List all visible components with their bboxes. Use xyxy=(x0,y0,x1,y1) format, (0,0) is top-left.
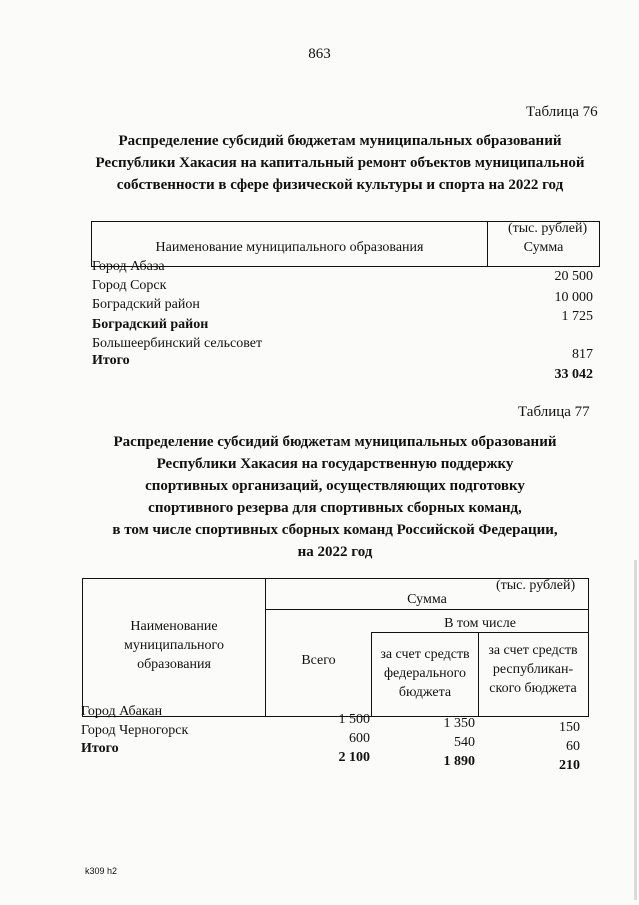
table-cell-total: 2 100 xyxy=(338,750,370,765)
title-line: Республики Хакасия на государственную поддержку xyxy=(156,456,514,472)
table-cell-federal: 1 350 xyxy=(443,716,475,731)
table-77-unit: (тыс. рублей) xyxy=(496,578,576,593)
header-federal: за счет средств федерального бюджета xyxy=(380,647,470,700)
table-cell-republic: 60 xyxy=(566,739,580,754)
table-77-header xyxy=(82,578,589,717)
table-cell-federal: 1 890 xyxy=(443,754,475,769)
title-line: спортивного резерва для спортивных сборных команд, xyxy=(148,500,522,516)
table-row-name: Город Черногорск xyxy=(81,723,189,738)
page-number: 863 xyxy=(308,46,331,62)
table-row-value: 1 725 xyxy=(561,309,593,324)
table-row-name: Город Абаза xyxy=(92,259,165,274)
table-row-value: 817 xyxy=(572,347,593,362)
scan-edge-artifact xyxy=(634,560,637,900)
header-including: В том числе xyxy=(444,616,516,631)
title-line: в том числе спортивных сборных команд Российской Федерации, xyxy=(112,522,558,538)
table-cell-federal: 540 xyxy=(454,735,475,750)
table-row-name: Итого xyxy=(92,353,130,368)
table-76-label: Таблица 76 xyxy=(526,104,598,120)
divider xyxy=(266,609,588,610)
table-77-title xyxy=(40,431,630,563)
table-row-name: Боградский район xyxy=(92,297,200,312)
header-sum: Сумма xyxy=(523,240,564,255)
header-name: Наименование муниципального образования xyxy=(155,240,424,255)
table-row-name: Боградский район xyxy=(92,317,209,332)
table-cell-republic: 150 xyxy=(559,720,580,735)
title-line: спортивных организаций, осуществляющих подготовку xyxy=(145,478,525,494)
title-line: собственности в сфере физической культуры и спорта на 2022 год xyxy=(116,177,564,193)
table-76-unit: (тыс. рублей) xyxy=(508,221,588,236)
table-row-name: Город Абакан xyxy=(81,704,163,719)
table-76-header xyxy=(91,221,600,267)
title-line: на 2022 год xyxy=(297,544,373,560)
title-line: Республики Хакасия на капитальный ремонт объектов муниципальной xyxy=(95,155,585,171)
title-line: Распределение субсидий бюджетам муниципальных образований xyxy=(118,133,562,149)
title-line: Распределение субсидий бюджетам муниципальных образований xyxy=(113,434,557,450)
table-cell-total: 600 xyxy=(349,731,370,746)
table-row-value: 20 500 xyxy=(554,269,593,284)
table-total-value: 33 042 xyxy=(554,367,593,382)
header-sum: Сумма xyxy=(407,592,447,607)
table-76-title xyxy=(60,130,620,196)
header-name: Наименование муниципального образования xyxy=(124,619,224,672)
table-cell-republic: 210 xyxy=(559,758,580,773)
table-row-name: Итого xyxy=(81,741,119,756)
divider xyxy=(478,632,479,716)
table-row-name: Большеербинский сельсовет xyxy=(92,336,263,351)
header-total: Всего xyxy=(301,653,336,668)
table-cell-total: 1 500 xyxy=(338,712,370,727)
divider xyxy=(371,632,372,716)
table-77-label: Таблица 77 xyxy=(518,404,590,420)
footer-code: k309 h2 xyxy=(85,866,118,876)
header-republic: за счет средств республикан-ского бюджета xyxy=(488,643,578,696)
table-row-value: 10 000 xyxy=(554,290,593,305)
table-row-name: Город Сорск xyxy=(92,278,167,293)
